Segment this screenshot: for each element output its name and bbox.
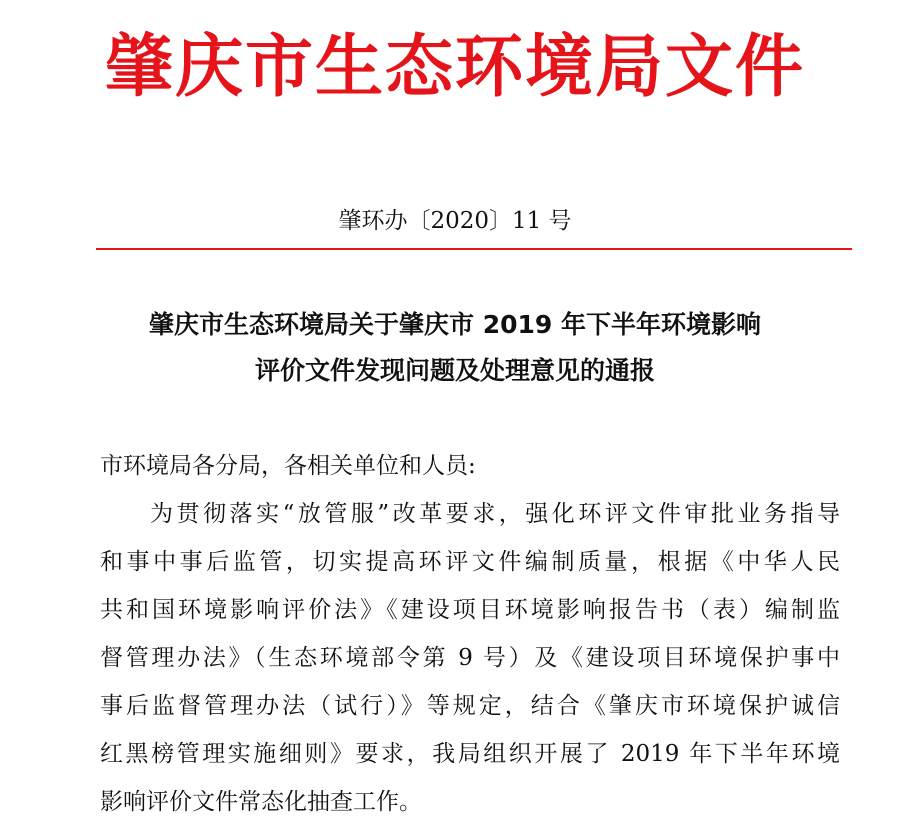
- addressee: 市环境局各分局，各相关单位和人员:: [100, 453, 476, 479]
- body-line: 为贯彻落实“放管服”改革要求，强化环评文件审批业务指导: [150, 501, 840, 527]
- red-divider-line: [96, 248, 852, 250]
- cut-off-next-line: [150, 826, 450, 834]
- notice-title: [60, 302, 850, 394]
- body-line: 影响评价文件常态化抽查工作。: [100, 789, 422, 815]
- body-line: 共和国环境影响评价法》《建设项目环境影响报告书（表）编制监: [100, 597, 840, 623]
- document-number: 肇环办〔2020〕11 号: [338, 208, 572, 234]
- body-paragraph: [100, 490, 840, 826]
- body-line: 督管理办法》（生态环境部令第 9 号）及《建设项目环境保护事中: [100, 645, 840, 671]
- body-line: 红黑榜管理实施细则》要求，我局组织开展了 2019 年下半年环境: [100, 741, 840, 767]
- notice-title-line-1: 肇庆市生态环境局关于肇庆市 2019 年下半年环境影响: [149, 310, 761, 339]
- body-line: 和事中事后监管，切实提高环评文件编制质量，根据《中华人民: [100, 549, 840, 575]
- masthead-title: 肇庆市生态环境局文件: [104, 28, 805, 107]
- body-line: 事后监督管理办法（试行）》等规定，结合《肇庆市环境保护诚信: [100, 693, 840, 719]
- notice-title-line-2: 评价文件发现问题及处理意见的通报: [254, 356, 655, 385]
